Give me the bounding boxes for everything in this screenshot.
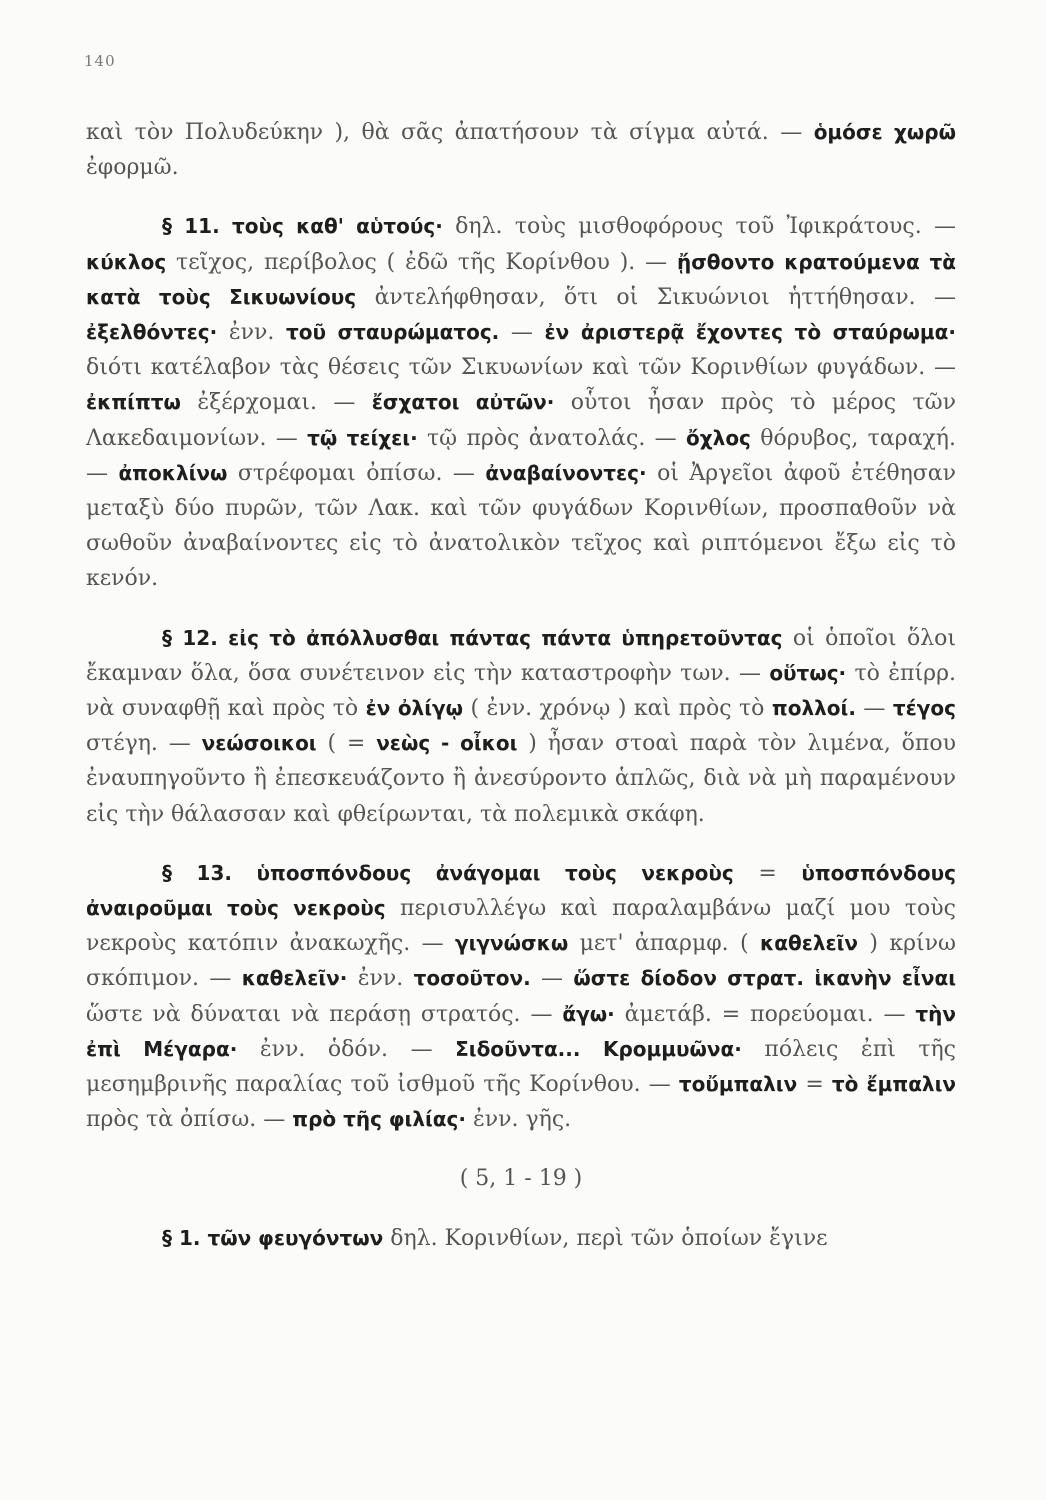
gloss: περισυλλέγω καὶ παραλαμβάνω μαζί μου τοὺς νεκροὺς κατόπιν ἀνακωχῆς. — <box>86 896 956 957</box>
gloss: = <box>733 860 802 886</box>
gloss: — <box>855 696 893 722</box>
lemma: ἐκπίπτω <box>86 390 181 415</box>
lemma: τοσοῦτον. <box>413 966 531 991</box>
commentary-paragraph <box>86 1221 956 1256</box>
gloss: πρὸς τὰ ὀπίσω. — <box>86 1107 293 1133</box>
lemma: γιγνώσκω <box>454 931 569 956</box>
gloss: ἐνν. γῆς. <box>466 1107 572 1133</box>
gloss: τῷ πρὸς ἀνατολάς. — <box>417 425 687 451</box>
lemma: κύκλος <box>86 249 167 274</box>
lemma: ᾔσθοντο κρατούμενα τὰ κατὰ τοὺς Σικυωνίους <box>86 249 957 309</box>
gloss: διότι κατέλαβον τὰς θέσεις τῶν Σικυωνίων καὶ τῶν Κορινθίων φυγάδων. — <box>86 355 956 381</box>
lemma: τὴν ἐπὶ Μέγαρα· <box>86 1001 956 1061</box>
lemma: καθελεῖν <box>760 931 859 956</box>
gloss: ) ἦσαν στοαὶ παρὰ τὸν λιμένα, ὅπου ἐναυπηγοῦντο ἢ ἐπεσκευάζοντο ἢ ἀνεσύροντο ἁπλῶς, διὰ νὰ μὴ παραμένουν εἰς τὴν θάλασσαν καὶ φθείρωνται, τὰ πολεμικὰ σκάφη. <box>86 731 956 827</box>
lemma: τῷ τείχει· <box>307 425 418 450</box>
commentary-paragraph <box>86 115 956 185</box>
gloss: ἐφορμῶ. <box>86 155 179 181</box>
gloss: οἱ Ἀργεῖοι ἀφοῦ ἐτέθησαν μεταξὺ δύο πυρῶν, τῶν Λακ. καὶ τῶν φυγάδων Κορινθίων, προσπαθοῦν νὰ σωθοῦν ἀναβαίνοντες εἰς τὸ ἀνατολικὸν τεῖχος καὶ ριπτόμενοι ἔξω εἰς τὸ κενόν. <box>86 460 957 592</box>
gloss: ἐνν. <box>217 320 286 346</box>
gloss: πόλεις ἐπὶ τῆς μεσημβρινῆς παραλίας τοῦ ἰσθμοῦ τῆς Κορίνθου. — <box>86 1036 956 1098</box>
lemma: ὥστε δίοδον στρατ. ἱκανὴν εἶναι <box>573 966 956 991</box>
gloss: ( = <box>316 731 377 757</box>
commentary-paragraph <box>86 856 956 1138</box>
gloss: τεῖχος, περίβολος ( ἐδῶ τῆς Κορίνθου ). — <box>166 249 677 275</box>
gloss: ( 5, 1 - 19 ) <box>459 1166 583 1192</box>
gloss: ἀντελήφθησαν, ὅτι οἱ Σικυώνιοι ἡττήθησαν. — <box>356 284 956 310</box>
lemma: τὸ ἔμπαλιν <box>831 1072 957 1097</box>
lemma: καθελεῖν· <box>241 966 348 991</box>
gloss: δηλ. Κορινθίων, περὶ τῶν ὁποίων ἔγινε <box>383 1225 828 1251</box>
lemma: ὑποσπόνδους ἀναιροῦμαι τοὺς νεκροὺς <box>86 860 956 921</box>
gloss: καὶ τὸν Πολυδεύκην ), θὰ σᾶς ἀπατήσουν τὰ σίγμα αὐτά. — <box>86 120 814 145</box>
gloss: θόρυβος, ταραχή. — <box>86 425 956 486</box>
lemma: νεώσοικοι <box>201 731 317 756</box>
gloss: ἐξέρχομαι. — <box>180 390 372 416</box>
lemma: νεὼς - οἶκοι <box>376 731 518 756</box>
gloss: ) κρίνω σκόπιμον. — <box>86 931 956 992</box>
lemma: ἐν ἀριστερᾷ ἔχοντες τὸ σταύρωμα· <box>544 320 956 345</box>
section-reference <box>86 1161 956 1196</box>
gloss: — <box>499 320 545 346</box>
commentary-text <box>86 115 956 1256</box>
lemma: ἀποκλίνω <box>118 460 228 485</box>
lemma: ἔσχατοι αὐτῶν· <box>371 390 555 415</box>
gloss: δηλ. τοὺς μισθοφόρους τοῦ Ἰφικράτους. — <box>442 214 956 240</box>
gloss: ἐνν. <box>347 966 414 992</box>
lemma: ὁμόσε χωρῶ <box>813 120 956 144</box>
lemma: πρὸ τῆς φιλίας· <box>292 1107 466 1132</box>
page-number: 140 <box>84 52 116 70</box>
lemma: οὕτως· <box>769 660 847 685</box>
gloss: ἀμετάβ. = πορεύομαι. — <box>614 1001 916 1027</box>
lemma: ἄγω· <box>562 1001 615 1026</box>
gloss: ( ἐνν. χρόνῳ ) καὶ πρὸς τὸ <box>463 696 772 722</box>
commentary-paragraph <box>86 209 956 596</box>
lemma: ὄχλος <box>686 425 751 450</box>
lemma: § 12. εἰς τὸ ἀπόλλυσθαι πάντας πάντα ὑπηρετοῦντας <box>162 625 783 650</box>
gloss: στρέφομαι ὀπίσω. — <box>227 460 486 486</box>
lemma: τέγος <box>892 696 956 721</box>
lemma: τοὔμπαλιν <box>678 1072 798 1097</box>
gloss: οἱ ὁποῖοι ὅλοι ἔκαμναν ὅλα, ὅσα συνέτεινον εἰς τὴν καταστροφὴν των. — <box>86 625 957 686</box>
lemma: ἐν ὀλίγῳ <box>365 696 464 721</box>
gloss: ὥστε νὰ δύναται νὰ περάσῃ στρατός. — <box>86 1001 563 1027</box>
lemma: § 11. τοὺς καθ' αὑτούς· <box>162 214 443 239</box>
gloss: ἐνν. ὁδόν. — <box>237 1036 456 1062</box>
commentary-paragraph <box>86 621 956 832</box>
lemma: § 13. ὑποσπόνδους ἀνάγομαι τοὺς νεκροὺς <box>162 860 734 885</box>
gloss: = <box>797 1072 832 1098</box>
lemma: § 1. τῶν φευγόντων <box>162 1225 384 1250</box>
gloss: τὸ ἐπίρρ. νὰ συναφθῇ καὶ πρὸς τὸ <box>86 660 956 722</box>
lemma: ἀναβαίνοντες· <box>485 460 647 485</box>
gloss: — <box>530 966 574 992</box>
lemma: τοῦ σταυρώματος. <box>285 320 500 345</box>
lemma: πολλοί. <box>771 696 856 721</box>
gloss: μετ' ἀπαρμφ. ( <box>568 931 760 957</box>
gloss: οὗτοι ἦσαν πρὸς τὸ μέρος τῶν Λακεδαιμονίων. — <box>86 390 956 451</box>
lemma: ἐξελθόντες· <box>86 320 218 345</box>
gloss: στέγη. — <box>86 731 202 757</box>
lemma: Σιδοῦντα... Κρομμυῶνα· <box>455 1036 742 1061</box>
